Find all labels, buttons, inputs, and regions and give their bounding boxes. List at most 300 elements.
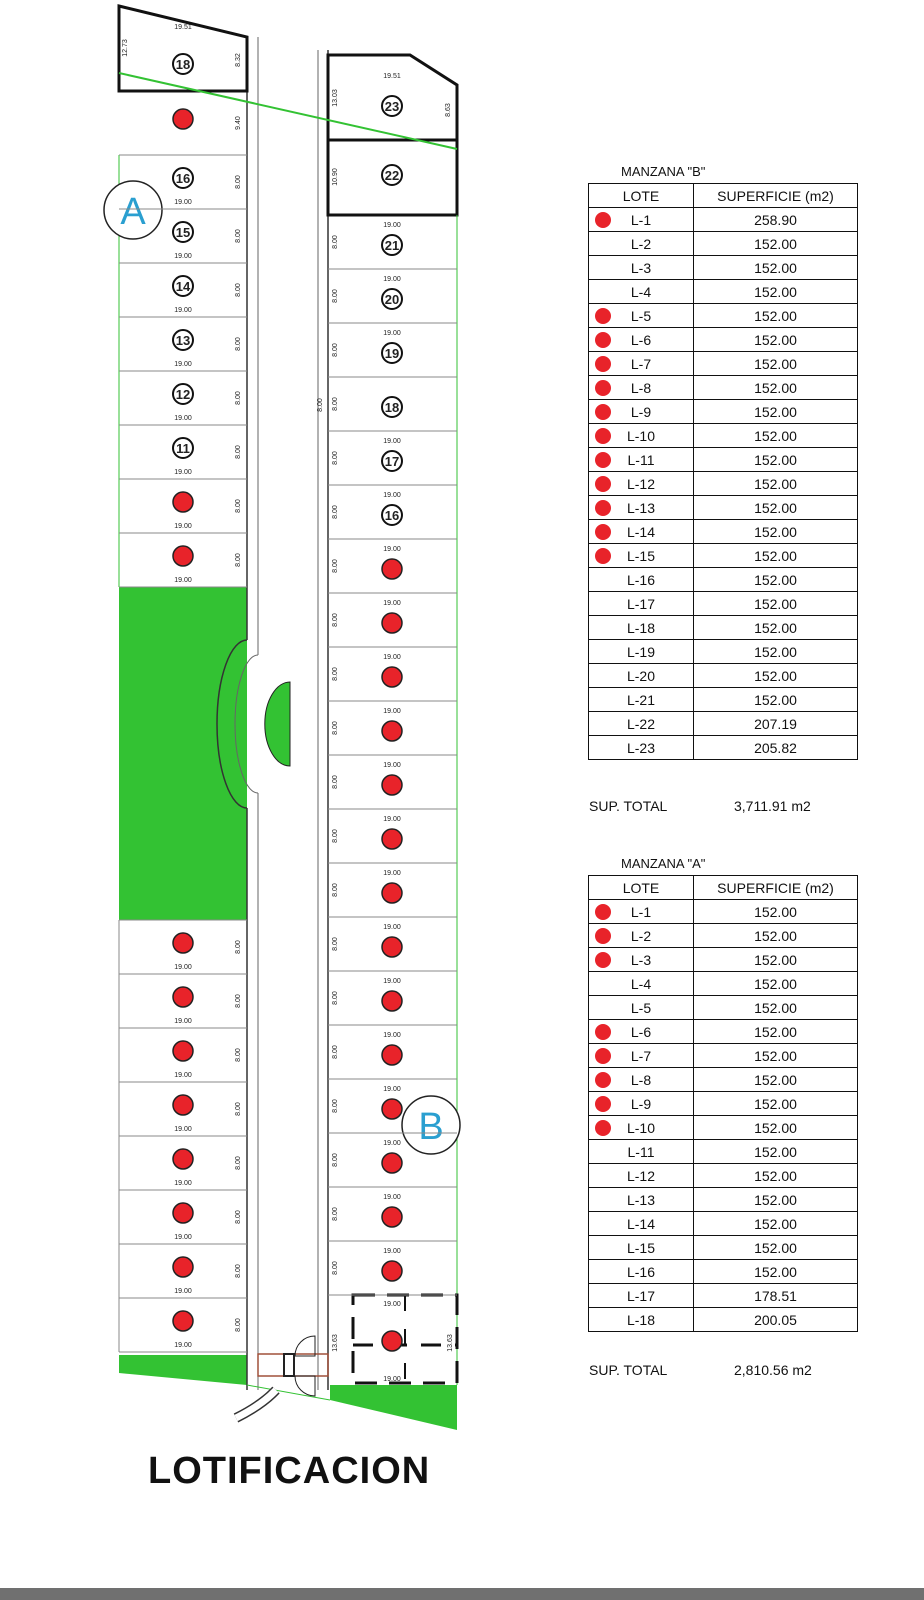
sold-lot-marker-icon	[173, 1095, 193, 1115]
lote-label: L-18	[626, 1311, 656, 1328]
door-swing-icon	[295, 1336, 315, 1356]
green-area	[330, 1385, 457, 1430]
lote-cell	[589, 496, 694, 520]
sold-lot-marker-icon	[382, 775, 402, 795]
green-area	[119, 1355, 247, 1385]
lote-cell	[589, 376, 694, 400]
sold-lot-marker-icon	[382, 1153, 402, 1173]
lot-dimension-label: 19.00	[174, 1288, 192, 1295]
lot-dimension-label: 19.00	[383, 1194, 401, 1201]
lot-dimension-label: 19.00	[383, 1301, 401, 1308]
sold-lot-marker-icon	[382, 883, 402, 903]
street-width-label: 8.00	[317, 398, 324, 412]
lote-cell	[589, 232, 694, 256]
lote-cell	[589, 1044, 694, 1068]
lote-cell	[589, 1092, 694, 1116]
lote-cell	[589, 256, 694, 280]
table-row	[589, 328, 858, 352]
superficie-cell: 152.00	[694, 472, 858, 496]
lot-dimension-label: 8.00	[332, 1153, 339, 1167]
lote-label: L-5	[630, 999, 652, 1016]
lote-cell	[589, 1116, 694, 1140]
lote-label: L-9	[630, 403, 652, 420]
superficie-cell: 152.00	[694, 304, 858, 328]
sold-marker-icon	[595, 476, 611, 492]
lot-number: 17	[384, 454, 400, 469]
lot-dimension-label: 19.00	[174, 1234, 192, 1241]
superficie-cell: 152.00	[694, 640, 858, 664]
table-row	[589, 376, 858, 400]
lot-dimension-label: 19.00	[174, 1342, 192, 1349]
lote-cell	[589, 712, 694, 736]
lot-dimension-label: 19.00	[383, 870, 401, 877]
lote-label: L-22	[626, 715, 656, 732]
lot-dimension-label: 8.32	[235, 53, 242, 67]
lot-dimension-label: 8.00	[235, 1156, 242, 1170]
sold-marker-icon	[595, 1120, 611, 1136]
lote-label: L-8	[630, 379, 652, 396]
lot-number: 15	[175, 225, 191, 240]
sold-marker-icon	[595, 952, 611, 968]
lot-dimension-label: 19.00	[383, 1376, 401, 1383]
sold-marker-icon	[595, 500, 611, 516]
lot-dimension-label: 19.00	[383, 1248, 401, 1255]
lote-cell	[589, 1308, 694, 1332]
lot-dimension-label: 8.00	[332, 451, 339, 465]
sold-marker-icon	[595, 524, 611, 540]
lote-cell	[589, 280, 694, 304]
sold-marker-icon	[595, 928, 611, 944]
table-row	[589, 948, 858, 972]
lot-dimension-label: 19.00	[383, 816, 401, 823]
lot-dimension-label: 19.51	[174, 24, 192, 31]
lote-cell	[589, 520, 694, 544]
lote-cell	[589, 472, 694, 496]
lote-label: L-11	[627, 1143, 655, 1160]
lot-number: 16	[384, 508, 400, 523]
superficie-cell: 152.00	[694, 400, 858, 424]
lote-cell	[589, 304, 694, 328]
table-row	[589, 352, 858, 376]
table-row	[589, 1212, 858, 1236]
lote-cell	[589, 1020, 694, 1044]
table-row	[589, 1068, 858, 1092]
table-b-title: MANZANA "B"	[621, 164, 706, 179]
sold-lot-marker-icon	[173, 546, 193, 566]
lot-dimension-label: 19.00	[383, 708, 401, 715]
table-row	[589, 1116, 858, 1140]
lot-dimension-label: 19.00	[383, 1032, 401, 1039]
sold-lot-marker-icon	[173, 1149, 193, 1169]
lote-cell	[589, 400, 694, 424]
table-row	[589, 1188, 858, 1212]
lot-dimension-label: 8.00	[332, 235, 339, 249]
boundary-line	[119, 73, 457, 149]
superficie-cell: 152.00	[694, 352, 858, 376]
sold-lot-marker-icon	[382, 1261, 402, 1281]
table-row	[589, 996, 858, 1020]
lote-cell	[589, 736, 694, 760]
lot-dimension-label: 8.00	[235, 499, 242, 513]
table-row	[589, 208, 858, 232]
table-row	[589, 688, 858, 712]
table-row	[589, 972, 858, 996]
superficie-cell: 258.90	[694, 208, 858, 232]
lote-label: L-21	[626, 691, 656, 708]
lote-cell	[589, 900, 694, 924]
table-row	[589, 900, 858, 924]
lote-cell	[589, 1236, 694, 1260]
superficie-cell: 200.05	[694, 1308, 858, 1332]
header-superficie: SUPERFICIE (m2)	[694, 184, 858, 208]
access-road	[236, 1390, 276, 1418]
table-row	[589, 496, 858, 520]
lot-dimension-label: 8.63	[445, 103, 452, 117]
lote-label: L-12	[626, 475, 656, 492]
section-label-b: B	[418, 1106, 444, 1148]
lote-label: L-17	[626, 595, 656, 612]
lot-dimension-label: 8.00	[235, 994, 242, 1008]
lot-dimension-label: 19.00	[174, 1126, 192, 1133]
superficie-cell: 152.00	[694, 1092, 858, 1116]
lote-label: L-15	[626, 1239, 656, 1256]
lot-dimension-label: 19.00	[383, 492, 401, 499]
superficie-cell: 152.00	[694, 972, 858, 996]
lot-dimension-label: 13.63	[332, 1334, 339, 1352]
superficie-cell: 152.00	[694, 1164, 858, 1188]
superficie-cell: 152.00	[694, 924, 858, 948]
lote-cell	[589, 1188, 694, 1212]
lote-label: L-23	[626, 739, 656, 756]
table-row	[589, 448, 858, 472]
lot-dimension-label: 19.00	[383, 762, 401, 769]
sold-marker-icon	[595, 1048, 611, 1064]
lote-label: L-19	[626, 643, 656, 660]
sold-lot-marker-icon	[382, 1045, 402, 1065]
table-row	[589, 736, 858, 760]
lot-dimension-label: 8.00	[235, 1210, 242, 1224]
door-swing-icon	[295, 1376, 315, 1396]
lot-dimension-label: 8.00	[332, 559, 339, 573]
superficie-cell: 152.00	[694, 616, 858, 640]
lote-label: L-7	[630, 355, 652, 372]
lot-dimension-label: 8.00	[235, 1102, 242, 1116]
lot-dimension-label: 19.51	[383, 73, 401, 80]
lot-dimension-label: 8.00	[332, 397, 339, 411]
lot-dimension-label: 19.00	[174, 415, 192, 422]
lot-dimension-label: 19.00	[383, 546, 401, 553]
lot-dimension-label: 8.00	[235, 553, 242, 567]
lote-cell	[589, 328, 694, 352]
lot-dimension-label: 19.00	[174, 1072, 192, 1079]
lot-dimension-label: 19.00	[174, 199, 192, 206]
lote-label: L-13	[626, 1191, 656, 1208]
lote-label: L-11	[627, 451, 655, 468]
lot-dimension-label: 19.00	[174, 1018, 192, 1025]
lote-label: L-13	[626, 499, 656, 516]
lote-label: L-8	[630, 1071, 652, 1088]
sold-marker-icon	[595, 356, 611, 372]
table-row	[589, 424, 858, 448]
lote-label: L-16	[626, 1263, 656, 1280]
sold-lot-marker-icon	[173, 933, 193, 953]
sold-marker-icon	[595, 452, 611, 468]
header-lote: LOTE	[589, 184, 694, 208]
lot-dimension-label: 8.00	[235, 1264, 242, 1278]
superficie-cell: 152.00	[694, 256, 858, 280]
lot-dimension-label: 8.00	[332, 1045, 339, 1059]
table-row	[589, 1044, 858, 1068]
superficie-cell: 152.00	[694, 520, 858, 544]
header-superficie: SUPERFICIE (m2)	[694, 876, 858, 900]
superficie-cell: 152.00	[694, 592, 858, 616]
lot-dimension-label: 8.00	[235, 1318, 242, 1332]
superficie-cell: 152.00	[694, 568, 858, 592]
superficie-cell: 152.00	[694, 1020, 858, 1044]
sold-lot-marker-icon	[173, 1311, 193, 1331]
lote-cell	[589, 1284, 694, 1308]
sold-marker-icon	[595, 1072, 611, 1088]
table-b-total-label: SUP. TOTAL	[589, 798, 668, 814]
lot-dimension-label: 8.00	[235, 337, 242, 351]
sold-marker-icon	[595, 1024, 611, 1040]
superficie-cell: 178.51	[694, 1284, 858, 1308]
lot-number: 12	[175, 387, 191, 402]
sold-lot-marker-icon	[173, 492, 193, 512]
lot-dimension-label: 19.00	[174, 1180, 192, 1187]
superficie-cell: 152.00	[694, 900, 858, 924]
lot-dimension-label: 12.73	[122, 39, 129, 57]
lote-cell	[589, 1068, 694, 1092]
table-row	[589, 472, 858, 496]
lot-number: 19	[384, 346, 400, 361]
superficie-cell: 152.00	[694, 280, 858, 304]
lot-dimension-label: 19.00	[383, 222, 401, 229]
lot-dimension-label: 19.00	[383, 276, 401, 283]
table-row	[589, 568, 858, 592]
lote-label: L-1	[630, 211, 652, 228]
table-row	[589, 640, 858, 664]
gatehouse-icon	[284, 1354, 294, 1376]
lot-dimension-label: 19.00	[383, 1140, 401, 1147]
lote-cell	[589, 1140, 694, 1164]
sold-lot-marker-icon	[382, 721, 402, 741]
lote-label: L-5	[630, 307, 652, 324]
lote-label: L-4	[630, 283, 652, 300]
lot-dimension-label: 19.00	[174, 253, 192, 260]
lot-dimension-label: 19.00	[383, 654, 401, 661]
lote-cell	[589, 924, 694, 948]
lot-dimension-label: 13.03	[332, 89, 339, 107]
lot-dimension-label: 19.00	[383, 978, 401, 985]
lote-cell	[589, 424, 694, 448]
lot-dimension-label: 8.00	[235, 283, 242, 297]
superficie-cell: 205.82	[694, 736, 858, 760]
sold-lot-marker-icon	[173, 1041, 193, 1061]
roundabout-island	[265, 682, 290, 766]
table-row	[589, 924, 858, 948]
lot-dimension-label: 8.00	[235, 391, 242, 405]
table-row	[589, 1092, 858, 1116]
lote-label: L-12	[626, 1167, 656, 1184]
section-label-a: A	[120, 191, 146, 233]
lote-cell	[589, 1260, 694, 1284]
table-row	[589, 256, 858, 280]
lote-label: L-3	[630, 259, 652, 276]
lote-label: L-9	[630, 1095, 652, 1112]
table-row	[589, 1284, 858, 1308]
sold-lot-marker-icon	[382, 991, 402, 1011]
superficie-cell: 152.00	[694, 496, 858, 520]
lot-dimension-label: 8.00	[235, 229, 242, 243]
table-row	[589, 616, 858, 640]
superficie-cell: 152.00	[694, 1044, 858, 1068]
table-row	[589, 232, 858, 256]
table-row	[589, 520, 858, 544]
plan-structure	[104, 6, 460, 1430]
sold-lot-marker-icon	[382, 559, 402, 579]
sold-marker-icon	[595, 380, 611, 396]
lote-cell	[589, 616, 694, 640]
superficie-cell: 152.00	[694, 1212, 858, 1236]
table-row	[589, 712, 858, 736]
sold-marker-icon	[595, 1096, 611, 1112]
lote-label: L-3	[630, 951, 652, 968]
lot-dimension-label: 19.00	[383, 330, 401, 337]
lote-cell	[589, 972, 694, 996]
lote-label: L-7	[630, 1047, 652, 1064]
superficie-cell: 207.19	[694, 712, 858, 736]
lote-label: L-14	[626, 1215, 656, 1232]
lot-dimension-label: 8.00	[332, 1099, 339, 1113]
lote-cell	[589, 996, 694, 1020]
lote-cell	[589, 1164, 694, 1188]
lote-cell	[589, 664, 694, 688]
sold-lot-marker-icon	[382, 829, 402, 849]
lot-number: 14	[175, 279, 191, 294]
lote-cell	[589, 688, 694, 712]
lot-dimension-label: 10.90	[332, 168, 339, 186]
lot-dimension-label: 8.00	[332, 667, 339, 681]
sold-marker-icon	[595, 332, 611, 348]
table-a-total-value: 2,810.56 m2	[734, 1362, 812, 1378]
lot-dimension-label: 8.00	[332, 1207, 339, 1221]
table-row	[589, 1260, 858, 1284]
lote-label: L-17	[626, 1287, 656, 1304]
lot-dimension-label: 19.00	[174, 307, 192, 314]
lote-cell	[589, 448, 694, 472]
superficie-cell: 152.00	[694, 996, 858, 1020]
sold-lot-marker-icon	[173, 1203, 193, 1223]
lote-cell	[589, 640, 694, 664]
sold-marker-icon	[595, 428, 611, 444]
bottom-bar	[0, 1588, 924, 1600]
manzana-b-table	[588, 183, 858, 760]
lot-dimension-label: 19.00	[174, 523, 192, 530]
sold-lot-marker-icon	[382, 1331, 402, 1351]
lote-label: L-20	[626, 667, 656, 684]
sold-marker-icon	[595, 404, 611, 420]
superficie-cell: 152.00	[694, 1236, 858, 1260]
lot-dimension-label: 19.00	[174, 469, 192, 476]
lot-dimension-label: 8.00	[332, 991, 339, 1005]
sold-lot-marker-icon	[382, 667, 402, 687]
lote-label: L-10	[626, 1119, 656, 1136]
lot-dimension-label: 8.00	[235, 175, 242, 189]
table-row	[589, 1164, 858, 1188]
lot-dimension-label: 8.00	[332, 829, 339, 843]
table-a-title: MANZANA "A"	[621, 856, 706, 871]
table-row	[589, 544, 858, 568]
table-row	[589, 304, 858, 328]
manzana-a-table	[588, 875, 858, 1332]
sold-lot-marker-icon	[382, 1207, 402, 1227]
lot-number: 23	[384, 99, 400, 114]
sold-lot-marker-icon	[382, 613, 402, 633]
superficie-cell: 152.00	[694, 1140, 858, 1164]
lot-dimension-label: 8.00	[235, 940, 242, 954]
lot-dimension-label: 8.00	[332, 1261, 339, 1275]
lot-dimension-label: 19.00	[383, 600, 401, 607]
lote-label: L-2	[630, 927, 652, 944]
table-row	[589, 280, 858, 304]
superficie-cell: 152.00	[694, 664, 858, 688]
sold-marker-icon	[595, 308, 611, 324]
sold-marker-icon	[595, 212, 611, 228]
lote-label: L-18	[626, 619, 656, 636]
lote-label: L-6	[630, 331, 652, 348]
table-row	[589, 1236, 858, 1260]
lote-cell	[589, 1212, 694, 1236]
table-row	[589, 1308, 858, 1332]
sold-lot-marker-icon	[382, 937, 402, 957]
lot-number: 22	[384, 168, 400, 183]
superficie-cell: 152.00	[694, 1260, 858, 1284]
lot-number: 18	[175, 57, 191, 72]
page-title: LOTIFICACION	[148, 1450, 431, 1492]
table-b-total-value: 3,711.91 m2	[734, 798, 811, 814]
superficie-cell: 152.00	[694, 424, 858, 448]
table-row	[589, 400, 858, 424]
superficie-cell: 152.00	[694, 232, 858, 256]
superficie-cell: 152.00	[694, 948, 858, 972]
sold-lot-marker-icon	[173, 1257, 193, 1277]
lote-label: L-1	[630, 903, 652, 920]
lote-label: L-15	[626, 547, 656, 564]
lote-label: L-10	[626, 427, 656, 444]
lote-label: L-16	[626, 571, 656, 588]
lot-dimension-label: 9.40	[235, 116, 242, 130]
lot-dimension-label: 8.00	[332, 343, 339, 357]
lote-label: L-2	[630, 235, 652, 252]
lot-dimension-label: 8.00	[235, 1048, 242, 1062]
lot-number: 20	[384, 292, 400, 307]
table-row	[589, 1020, 858, 1044]
table-row	[589, 1140, 858, 1164]
lot-number: 18	[384, 400, 400, 415]
lote-label: L-6	[630, 1023, 652, 1040]
lot-dimension-label: 13.63	[447, 1334, 454, 1352]
lot-number: 21	[384, 238, 400, 253]
lot-dimension-label: 19.00	[383, 438, 401, 445]
superficie-cell: 152.00	[694, 544, 858, 568]
lote-label: L-4	[630, 975, 652, 992]
lot-number: 13	[175, 333, 191, 348]
lote-cell	[589, 948, 694, 972]
sold-lot-marker-icon	[173, 987, 193, 1007]
superficie-cell: 152.00	[694, 448, 858, 472]
table-row	[589, 592, 858, 616]
